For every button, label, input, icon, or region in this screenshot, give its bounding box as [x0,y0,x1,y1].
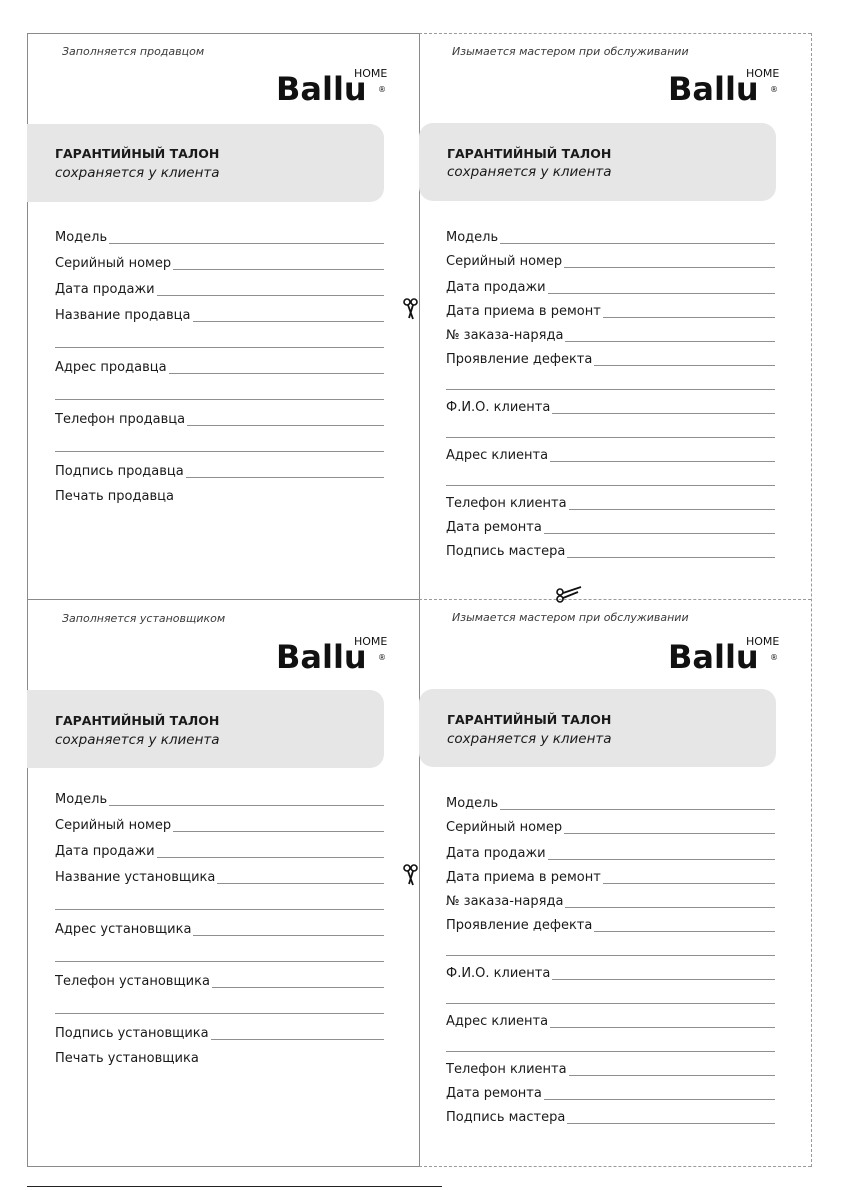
service-field-client-phone[interactable] [446,495,775,511]
middle-divider [419,33,420,1167]
ballu-home-logo [276,634,388,674]
installer-field-name[interactable] [55,869,384,885]
field-label: Проявление дефекта [446,352,593,367]
service-field-client-address[interactable] [446,1013,775,1029]
installer-note: Заполняется установщиком [62,612,226,625]
logo-home: HOME [354,635,388,648]
field-label: Дата продажи [446,280,546,295]
logo-registered: ® [770,85,778,94]
field-label: Подпись продавца [55,464,184,479]
field-label: Подпись мастера [446,544,566,559]
field-label: № заказа-наряда [446,328,564,343]
coupon-title: ГАРАНТИЙНЫЙ ТАЛОН [55,713,220,728]
seller-note: Заполняется продавцом [62,45,205,58]
seller-field-serial[interactable] [55,255,384,271]
field-label: Модель [446,796,499,811]
right-cut-line [811,33,812,1167]
logo-wordmark: Ballu [276,70,367,106]
field-label: Дата приема в ремонт [446,870,601,885]
field-label: Дата продажи [446,846,546,861]
field-label: Дата продажи [55,844,155,859]
field-label: Телефон установщика [55,974,210,989]
field-label: Подпись мастера [446,1110,566,1125]
service-field-client-name[interactable] [446,399,775,415]
field-label: Телефон клиента [446,496,567,511]
service-field-client-name[interactable] [446,965,775,981]
field-label: Ф.И.О. клиента [446,966,551,981]
coupon-banner [419,123,776,201]
field-label: Ф.И.О. клиента [446,400,551,415]
installer-field-address[interactable] [55,921,384,937]
installer-stamp-label: Печать установщика [55,1051,199,1066]
logo-home: HOME [746,67,780,80]
service-blank-line[interactable] [446,437,775,438]
coupon-banner [419,689,776,767]
service-field-serial[interactable] [446,819,775,835]
field-label: Подпись установщика [55,1026,209,1041]
installer-blank-line[interactable] [55,1013,384,1014]
bottom-border-left [27,1166,419,1167]
logo-home: HOME [746,635,780,648]
ballu-home-logo [668,634,780,674]
page-footer-rule [27,1186,442,1187]
service-field-master-signature[interactable] [446,1109,775,1125]
service-field-model[interactable] [446,229,775,245]
coupon-title: ГАРАНТИЙНЫЙ ТАЛОН [447,146,612,161]
service-field-order-number[interactable] [446,327,775,343]
service-note: Изымается мастером при обслуживании [452,45,689,58]
field-label: Дата ремонта [446,520,542,535]
center-divider-left [27,599,419,600]
field-label: Серийный номер [55,818,172,833]
service-blank-line[interactable] [446,1051,775,1052]
field-label: Серийный номер [446,820,563,835]
seller-field-sale-date[interactable] [55,281,384,297]
installer-field-signature[interactable] [55,1025,384,1041]
service-blank-line[interactable] [446,389,775,390]
seller-field-signature[interactable] [55,463,384,479]
field-label: № заказа-наряда [446,894,564,909]
service-field-defect[interactable] [446,917,775,933]
service-blank-line[interactable] [446,485,775,486]
coupon-title: ГАРАНТИЙНЫЙ ТАЛОН [55,146,220,161]
logo-registered: ® [378,653,386,662]
logo-registered: ® [770,653,778,662]
coupon-banner [27,690,384,768]
logo-registered: ® [378,85,386,94]
seller-stamp-label: Печать продавца [55,489,174,504]
seller-blank-line[interactable] [55,399,384,400]
field-label: Проявление дефекта [446,918,593,933]
installer-field-phone[interactable] [55,973,384,989]
service-field-master-signature[interactable] [446,543,775,559]
service-field-model[interactable] [446,795,775,811]
seller-field-model[interactable] [55,229,384,245]
field-label: Название установщика [55,870,216,885]
field-label: Серийный номер [446,254,563,269]
field-label: Серийный номер [55,256,172,271]
field-label: Адрес продавца [55,360,167,375]
field-label: Название продавца [55,308,191,323]
field-label: Адрес клиента [446,448,549,463]
logo-wordmark: Ballu [668,638,759,674]
installer-field-serial[interactable] [55,817,384,833]
field-label: Адрес установщика [55,922,192,937]
scissors-icon [556,583,578,605]
service-field-repair-intake[interactable] [446,869,775,885]
field-label: Модель [55,792,108,807]
coupon-subtitle: сохраняется у клиента [447,164,612,180]
coupon-subtitle: сохраняется у клиента [447,731,612,747]
top-cut-line-right [419,33,811,34]
service-note: Изымается мастером при обслуживании [452,611,689,624]
coupon-banner [27,124,384,202]
field-label: Дата ремонта [446,1086,542,1101]
service-blank-line[interactable] [446,1003,775,1004]
service-field-client-phone[interactable] [446,1061,775,1077]
field-label: Дата продажи [55,282,155,297]
service-field-sale-date[interactable] [446,279,775,295]
installer-blank-line[interactable] [55,961,384,962]
service-field-repair-intake[interactable] [446,303,775,319]
logo-home: HOME [354,67,388,80]
logo-wordmark: Ballu [276,638,367,674]
ballu-home-logo [668,66,780,106]
left-border [27,33,28,1167]
field-label: Адрес клиента [446,1014,549,1029]
ballu-home-logo [276,66,388,106]
installer-field-model[interactable] [55,791,384,807]
coupon-title: ГАРАНТИЙНЫЙ ТАЛОН [447,712,612,727]
service-field-defect[interactable] [446,351,775,367]
field-label: Телефон клиента [446,1062,567,1077]
bottom-cut-line-right [419,1166,811,1167]
service-field-serial[interactable] [446,253,775,269]
seller-field-name[interactable] [55,307,384,323]
coupon-subtitle: сохраняется у клиента [55,165,220,181]
scissors-icon [400,864,422,886]
field-label: Телефон продавца [55,412,186,427]
field-label: Модель [446,230,499,245]
service-field-repair-date[interactable] [446,519,775,535]
field-label: Дата приема в ремонт [446,304,601,319]
logo-wordmark: Ballu [668,70,759,106]
scissors-icon [400,298,422,320]
service-field-order-number[interactable] [446,893,775,909]
seller-field-phone[interactable] [55,411,384,427]
seller-blank-line[interactable] [55,347,384,348]
field-label: Модель [55,230,108,245]
service-field-repair-date[interactable] [446,1085,775,1101]
service-field-sale-date[interactable] [446,845,775,861]
installer-blank-line[interactable] [55,909,384,910]
service-blank-line[interactable] [446,955,775,956]
top-border-left [27,33,419,34]
center-cut-line-right [419,599,811,600]
seller-field-address[interactable] [55,359,384,375]
installer-field-sale-date[interactable] [55,843,384,859]
seller-blank-line[interactable] [55,451,384,452]
service-field-client-address[interactable] [446,447,775,463]
coupon-subtitle: сохраняется у клиента [55,732,220,748]
